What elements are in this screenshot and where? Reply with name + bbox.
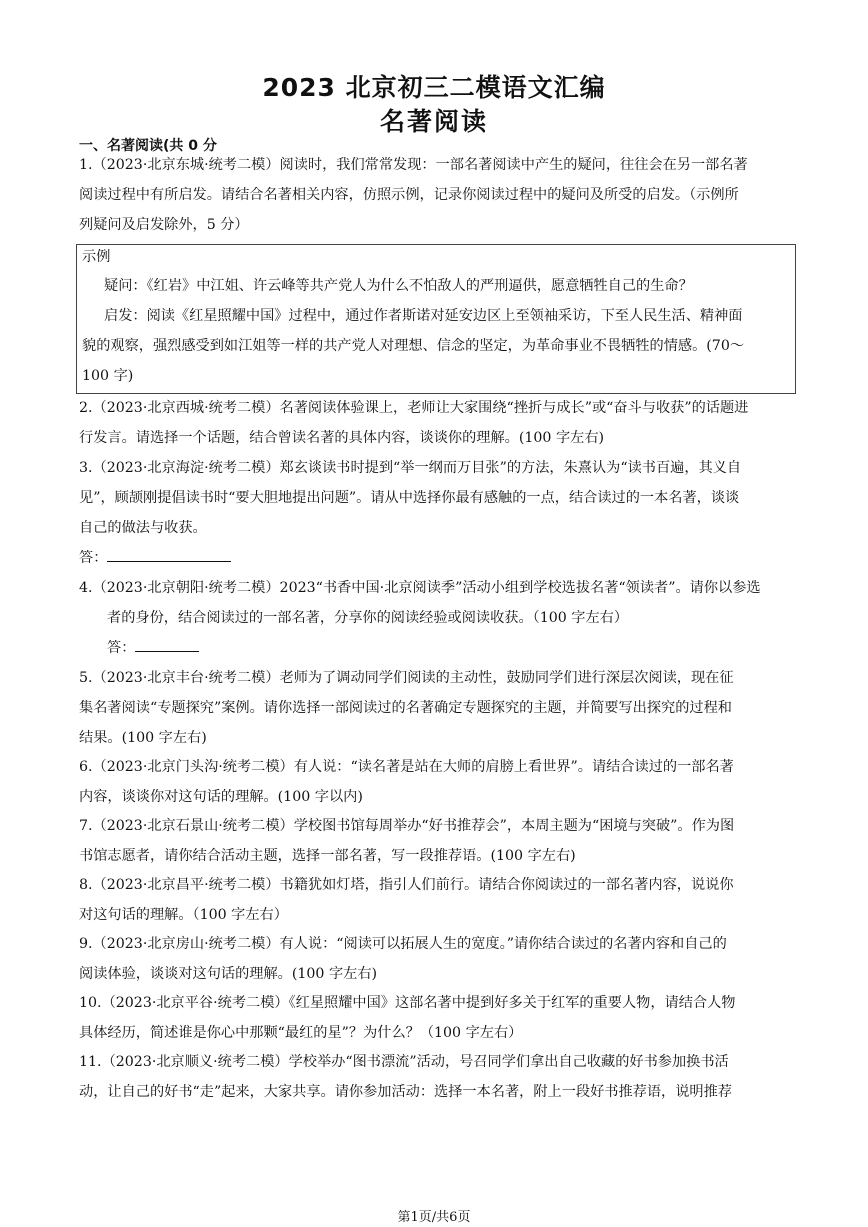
question-10-line-2: 具体经历，简述谁是你心中那颗“最红的星”？为什么？（100 字左右） [79, 1025, 523, 1041]
question-1-line-2: 阅读过程中有所启发。请结合名著相关内容，仿照示例，记录你阅读过程中的疑问及所受的启发。（示例所 [79, 187, 739, 203]
answer-blank[interactable] [107, 543, 231, 562]
answer-label: 答： [107, 640, 136, 656]
question-1-line-1: 1.（2023·北京东城·统考二模）阅读时，我们常常发现：一部名著阅读中产生的疑问，往往会在另一部名著 [79, 157, 748, 173]
question-3-line-2: 见”，顾颉刚提倡读书时“要大胆地提出问题”。请从中选择你最有感触的一点，结合读过的一本名著，谈谈 [79, 490, 740, 506]
question-4 [79, 573, 791, 633]
question-9-line-1: 9.（2023·北京房山·统考二模）有人说：“阅读可以拓展人生的宽度。”请你结合读过的名著内容和自己的 [79, 936, 727, 952]
answer-line-3 [79, 543, 231, 573]
question-3-line-1: 3.（2023·北京海淀·统考二模）郑玄谈读书时提到“举一纲而万目张”的方法，朱熹认为“读书百遍，其义自 [79, 460, 742, 476]
question-5-line-2: 集名著阅读“专题探究”案例。请你选择一部阅读过的名著确定专题探究的主题，并简要写出探究的过程和 [79, 700, 732, 716]
example-insight-line-3: 100 字) [82, 368, 134, 384]
example-label: 示例 [82, 249, 111, 265]
question-5-line-1: 5.（2023·北京丰台·统考二模）老师为了调动同学们阅读的主动性，鼓励同学们进行深层次阅读，现在征 [79, 670, 734, 686]
page-footer: 第1页/共6页 [397, 1210, 471, 1225]
question-11-line-1: 11.（2023·北京顺义·统考二模）学校举办“图书漂流”活动，号召同学们拿出自己收藏的好书参加换书活 [79, 1054, 729, 1070]
question-3-line-3: 自己的做法与收获。 [79, 520, 207, 536]
question-1-line-3: 列疑问及启发除外，5 分） [79, 217, 249, 233]
question-8-line-2: 对这句话的理解。（100 字左右） [79, 907, 288, 923]
question-6-line-2: 内容，谈谈你对这句话的理解。(100 字以内) [79, 789, 363, 805]
question-2-line-2: 行发言。请选择一个话题，结合曾读名著的具体内容，谈谈你的理解。(100 字左右) [79, 430, 605, 446]
question-7 [79, 811, 791, 871]
question-8-line-1: 8.（2023·北京昌平·统考二模）书籍犹如灯塔，指引人们前行。请结合你阅读过的一部名著内容，说说你 [79, 877, 734, 893]
question-1 [79, 150, 791, 240]
answer-blank[interactable] [135, 633, 199, 652]
page-subtitle: 名著阅读 [379, 107, 488, 136]
question-7-line-2: 书馆志愿者，请你结合活动主题，选择一部名著，写一段推荐语。(100 字左右) [79, 848, 576, 864]
question-5 [79, 663, 791, 753]
question-11 [79, 1047, 791, 1107]
question-6 [79, 752, 791, 812]
question-7-line-1: 7.（2023·北京石景山·统考二模）学校图书馆每周举办“好书推荐会”，本周主题为“困境与突破”。作为图 [79, 818, 735, 834]
section-heading: 一、名著阅读(共 0 分 [79, 138, 217, 154]
answer-line-4 [107, 633, 199, 663]
question-3 [79, 453, 791, 543]
question-4-line-2: 者的身份，结合阅读过的一部名著，分享你的阅读经验或阅读收获。（100 字左右） [107, 610, 629, 626]
example-insight-line-1: 启发：阅读《红星照耀中国》过程中，通过作者斯诺对延安边区上至领袖采访，下至人民生活、精神面 [104, 308, 743, 324]
question-6-line-1: 6.（2023·北京门头沟·统考二模）有人说：“读名著是站在大师的肩膀上看世界”。请结合读过的一部名著 [79, 759, 734, 775]
question-9 [79, 929, 791, 989]
question-9-line-2: 阅读体验，谈谈对这句话的理解。(100 字左右) [79, 966, 378, 982]
question-4-line-1: 4.（2023·北京朝阳·统考二模）2023“书香中国·北京阅读季”活动小组到学校选拔名著“领读者”。请你以参选 [79, 580, 761, 596]
question-2-line-1: 2.（2023·北京西城·统考二模）名著阅读体验课上，老师让大家围绕“挫折与成长”或“奋斗与收获”的话题进 [79, 400, 749, 416]
question-10 [79, 988, 791, 1048]
question-10-line-1: 10.（2023·北京平谷·统考二模）《红星照耀中国》这部名著中提到好多关于红军的重要人物，请结合人物 [79, 995, 736, 1011]
answer-label: 答： [79, 550, 108, 566]
example-question: 疑问：《红岩》中江姐、许云峰等共产党人为什么不怕敌人的严刑逼供，愿意牺牲自己的生命？ [104, 278, 693, 294]
example-insight-line-2: 貌的观察，强烈感受到如江姐等一样的共产党人对理想、信念的坚定，为革命事业不畏牺牲的情感。(70～ [82, 338, 745, 354]
question-2 [79, 393, 791, 453]
example-box [76, 244, 796, 394]
page-title: 2023 北京初三二模语文汇编 [262, 73, 606, 102]
question-11-line-2: 动，让自己的好书“走”起来，大家共享。请你参加活动：选择一本名著，附上一段好书推荐语，说明推荐 [79, 1084, 732, 1100]
question-5-line-3: 结果。(100 字左右) [79, 730, 207, 746]
question-8 [79, 870, 791, 930]
